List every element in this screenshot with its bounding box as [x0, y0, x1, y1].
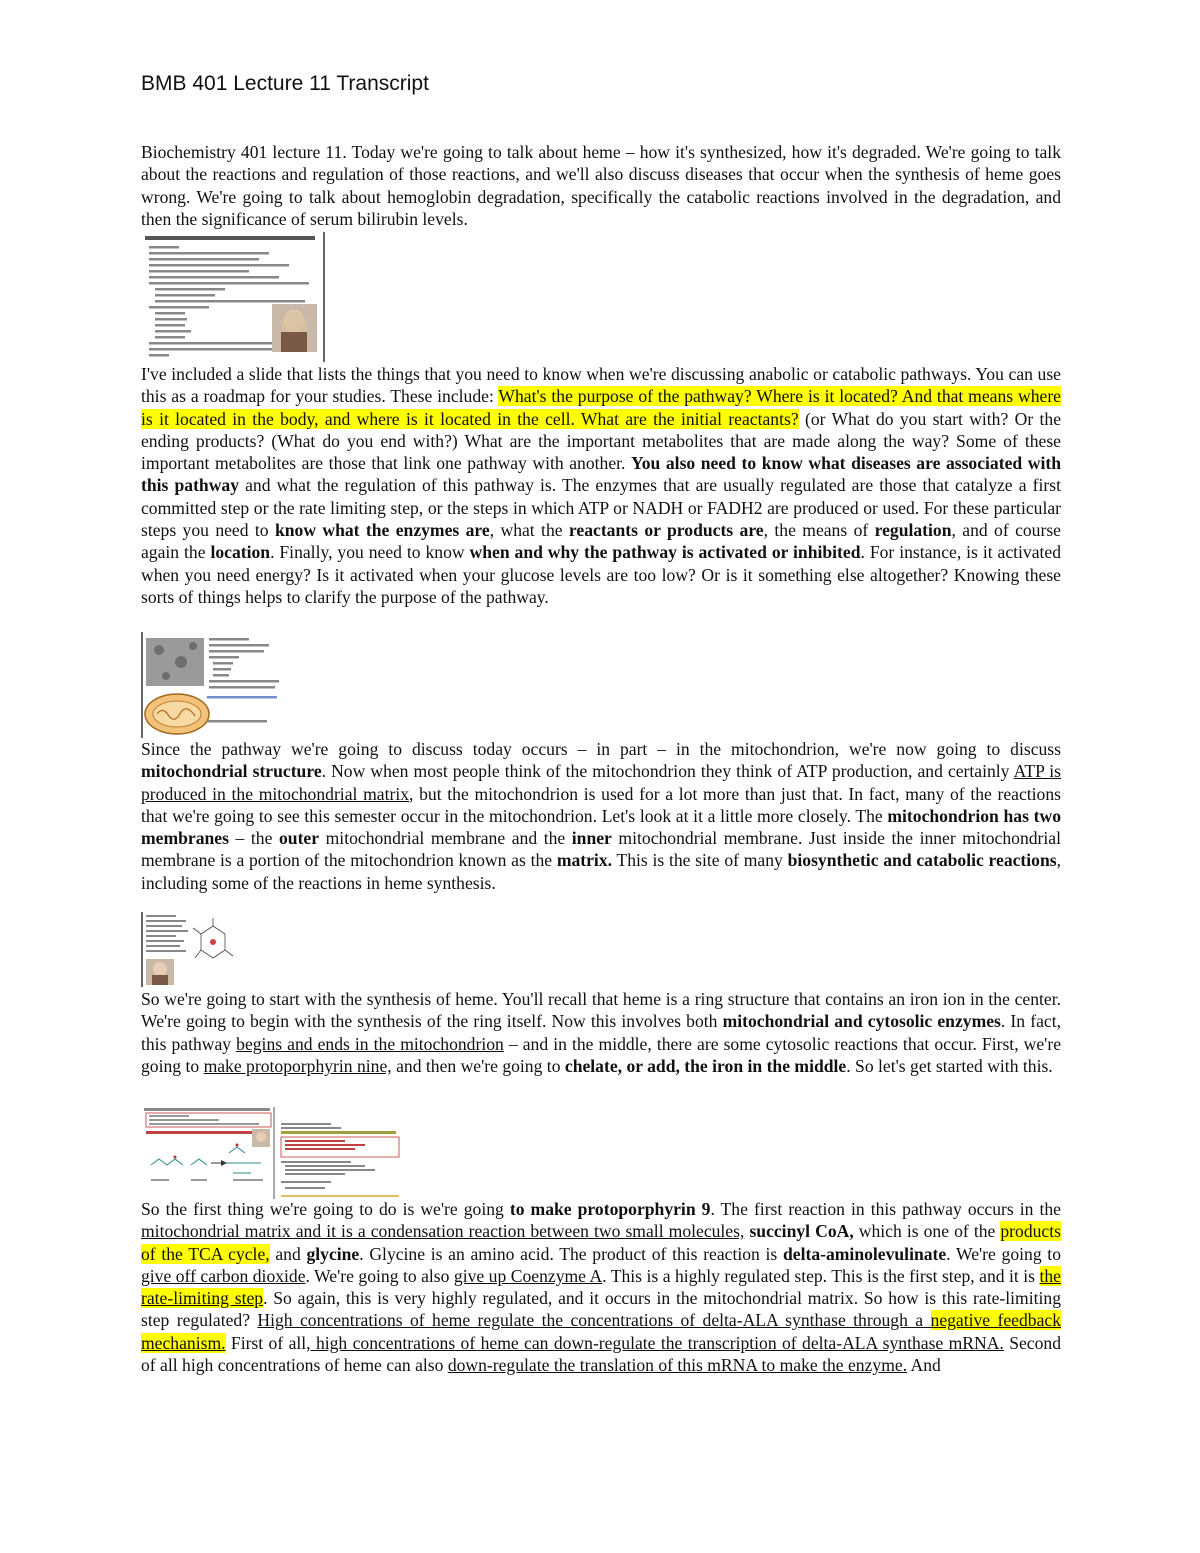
text-run: . Now when most people think of the mitochondrion they think of ATP production, and certainly — [321, 761, 1014, 782]
bold-text: know what the enzymes are — [274, 520, 490, 541]
slide-thumbnail-heme — [141, 912, 238, 987]
intro-paragraph — [141, 141, 1061, 230]
text-run: , what the — [489, 520, 569, 541]
bold-text: when and why the pathway is activated or inhibited — [469, 542, 861, 563]
bold-text: reactants or products are — [568, 520, 764, 541]
text-run: – and in the middle, there are some cytosolic reactions that occur. First, we're going to — [141, 1033, 1062, 1076]
bold-text: delta-aminolevulinate — [782, 1243, 947, 1264]
text-run: . We're going to — [946, 1243, 1061, 1264]
text-run: Biochemistry 401 lecture 11. Today we're going to talk about heme – how it's synthesized, how it's degraded. We're going to talk about the reactions and regulation of those reactions, and we'll also discuss diseases that occur when the synthesis of heme goes wrong. We're going to talk about hemoglobin degradation, specifically the catabolic reactions involved in the degradation, and then the significance of serum bilirubin levels. — [141, 142, 1061, 229]
text-run: Since the pathway we're going to discuss today occurs – in part – in the mitochondrion, we're now going to discuss — [141, 739, 1061, 759]
text-run: This is the site of many — [612, 850, 788, 871]
highlighted-text: negative feedback mechanism. — [141, 1310, 1061, 1353]
bold-text: glycine — [306, 1243, 360, 1264]
text-run: mitochondrial membrane and the — [319, 828, 572, 849]
slide-thumbnail-mitochondrion — [141, 632, 287, 738]
slide-thumbnail-ala-synthase — [141, 1107, 403, 1199]
bold-text: outer — [278, 828, 320, 849]
text-run: . We're going to also — [305, 1265, 454, 1286]
underlined-text: give up Coenzyme A — [453, 1265, 603, 1286]
highlighted-text: the rate-limiting step — [141, 1265, 1061, 1309]
text-run: . In fact, this pathway — [141, 1011, 1061, 1054]
text-run: Second of all high concentrations of heme can also — [141, 1332, 1061, 1376]
text-run: (or What do you start with? Or the ending products? (What do you end with?) What are the important metabolites that are made along the way? Some of these important metabolites are those that link one pathway with another. — [141, 408, 1062, 474]
underlined-text: make protoporphyrin nine, — [203, 1055, 392, 1076]
bold-text: biosynthetic and catabolic reactions — [787, 850, 1057, 871]
bold-text: regulation — [874, 520, 952, 541]
text-run: . This is a highly regulated step. This is the first step, and it is — [602, 1265, 1040, 1286]
text-run: , and of course again the — [141, 520, 1061, 563]
underlined-text: High concentrations of heme regulate the concentrations of delta-ALA synthase through a — [257, 1310, 931, 1331]
underlined-text: give off carbon dioxide — [141, 1265, 306, 1286]
bold-text: matrix. — [556, 850, 613, 871]
text-run: So we're going to start with the synthesis of heme. You'll recall that heme is a ring structure that contains an iron ion in the center. We're going to begin with the synthesis of the ring itself. Now this involves both — [141, 989, 1061, 1032]
bold-text: to make protoporphyrin 9 — [509, 1199, 711, 1219]
underlined-text: begins and ends in the mitochondrion — [236, 1033, 504, 1054]
bold-text: chelate, or add, the iron in the middle — [564, 1055, 847, 1076]
roadmap-paragraph — [141, 363, 1061, 608]
underlined-text: down-regulate the translation of this mRNA to make the enzyme. — [447, 1355, 908, 1376]
underlined-text: ATP is produced in the mitochondrial matrix — [141, 761, 1061, 804]
text-run: – the — [228, 828, 279, 849]
text-run: , the means of — [763, 520, 875, 541]
text-run: First of all — [225, 1332, 307, 1353]
protoporphyrin-paragraph — [141, 1198, 1061, 1376]
text-run: . Finally, you need to know — [270, 542, 470, 563]
document-title: BMB 401 Lecture 11 Transcript — [141, 72, 429, 95]
bold-text: mitochondrial and cytosolic enzymes — [722, 1011, 1001, 1032]
text-run: which is one of the — [853, 1221, 1001, 1242]
text-run: So the first thing we're going to do is we're going — [141, 1199, 510, 1219]
text-run: . Glycine is an amino acid. The product of this reaction is — [359, 1243, 783, 1264]
text-run: I've included a slide that lists the things that you need to know when we're discussing anabolic or catabolic pathways. You can use this as a roadmap for your studies. These include: — [141, 364, 1061, 407]
underlined-text: , high concentrations of heme can down-regulate the transcription of delta-ALA synthase mRNA. — [306, 1332, 1004, 1353]
text-run: , including some of the reactions in heme synthesis. — [141, 850, 1062, 893]
text-run: and what the regulation of this pathway is. The enzymes that are usually regulated are those that catalyze a first committed step or the rate limiting step, or the steps in which ATP or NADH or FADH2 are produced or used. For these particular steps you need to — [141, 475, 1061, 541]
text-run: , but the mitochondrion is used for a lot more than just that. In fact, many of the reactions that we're going to see this semester occur in the mitochondrion. Let's look at it a little more closely. The — [141, 783, 1062, 826]
text-run: . For instance, is it activated when you need energy? Is it activated when your glucose levels are too low? Or is it something else altogether? Knowing these sorts of things helps to clarify the purpose of the pathway. — [141, 542, 1062, 607]
mitochondria-paragraph — [141, 738, 1061, 894]
text-run: and then we're going to — [391, 1055, 565, 1076]
bold-text: inner — [571, 828, 612, 849]
text-run: . The first reaction in this pathway occurs in the — [710, 1199, 1061, 1219]
text-run: . So let's get started with this. — [846, 1055, 1053, 1076]
bold-text: mitochondrial structure — [141, 761, 322, 782]
bold-text: succinyl CoA, — [749, 1221, 854, 1242]
highlighted-text: products of the TCA cycle, — [141, 1221, 1061, 1264]
text-run: and — [269, 1243, 307, 1264]
bold-text: You also need to know what diseases are associated with this pathway — [141, 453, 1061, 496]
slide-thumbnail-roadmap — [141, 232, 328, 362]
bold-text: mitochondrion has two membranes — [141, 805, 1061, 849]
highlighted-text: What's the purpose of the pathway? Where is it located? And that means where is it located in the body, and where is it located in the cell. What are the initial reactants? — [141, 386, 1061, 429]
text-run: . So again, this is very highly regulated, and it occurs in the mitochondrial matrix. So how is this rate-limiting step regulated? — [141, 1288, 1061, 1331]
underlined-text: mitochondrial matrix and it is a condensation reaction between two small molecules, — [141, 1221, 745, 1242]
text-run: mitochondrial membrane. Just inside the inner mitochondrial membrane is a portion of the mitochondrion known as the — [141, 828, 1061, 871]
text-run: And — [907, 1355, 941, 1376]
heme-synthesis-intro-paragraph — [141, 988, 1061, 1077]
bold-text: location — [210, 542, 271, 563]
